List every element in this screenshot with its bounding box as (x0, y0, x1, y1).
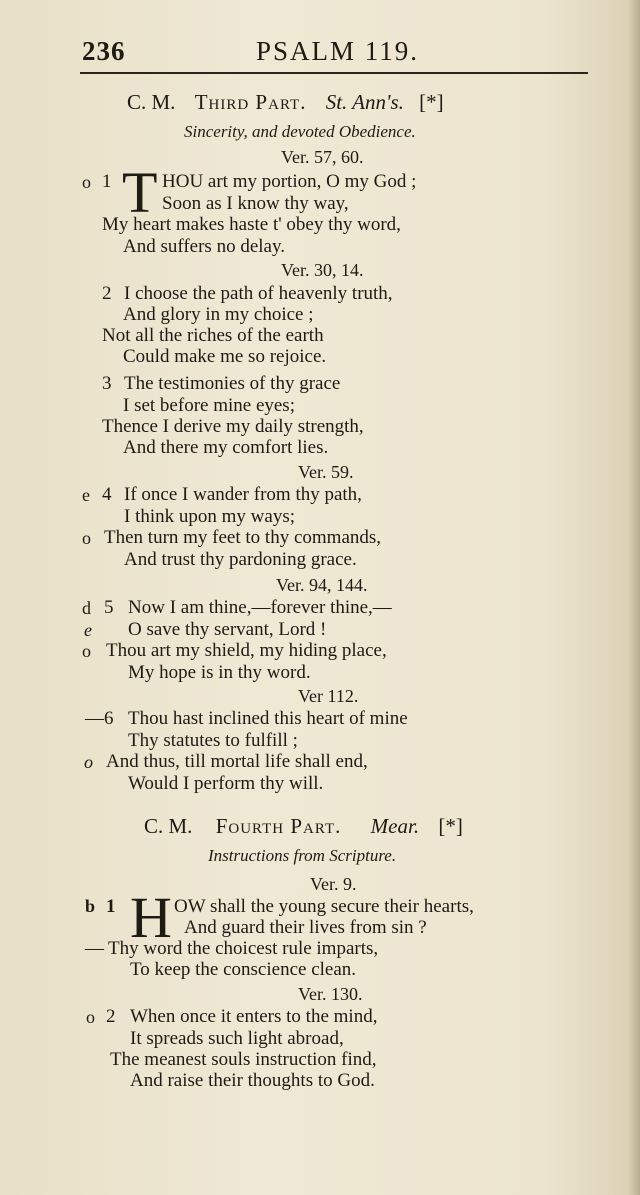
hymn-line: And guard their lives from sin ? (184, 917, 427, 938)
hymn-line: Soon as I know thy way, (162, 193, 349, 214)
verse-ref: Ver. 94, 144. (276, 575, 368, 595)
hymn-line: HOU art my portion, O my God ; (162, 171, 417, 192)
stanza-number: 2 (106, 1006, 116, 1027)
hymn-line: Thou hast inclined this heart of mine (128, 708, 408, 729)
hymn-line: OW shall the young secure their hearts, (174, 896, 474, 917)
hymn-line: And raise their thoughts to God. (130, 1070, 375, 1091)
dynamic-mark: o (84, 752, 93, 772)
hymn-line: When once it enters to the mind, (130, 1006, 378, 1027)
drop-cap: T (122, 160, 158, 225)
part4-meter: C. M. (144, 814, 193, 838)
hymn-line: And glory in my choice ; (123, 304, 314, 325)
part4-part-title: Fourth Part. (215, 814, 342, 838)
part4-subject: Instructions from Scripture. (208, 846, 397, 865)
part3-meter: C. M. (127, 90, 176, 114)
hymn-line: Could make me so rejoice. (123, 346, 327, 367)
part3-tune: St. Ann's. (325, 90, 404, 114)
hymn-line: And suffers no delay. (123, 236, 285, 257)
hymn-line: Now I am thine,—forever thine,— (128, 597, 392, 618)
dynamic-mark: d (82, 598, 91, 618)
dynamic-mark: o (82, 528, 91, 548)
hymn-line: To keep the conscience clean. (130, 959, 357, 980)
dynamic-mark: b (85, 896, 96, 916)
hymn-line: O save thy servant, Lord ! (128, 619, 327, 640)
hymn-line: And trust thy pardoning grace. (124, 549, 357, 570)
dynamic-mark: o (82, 172, 91, 192)
part3-part-title: Third Part. (194, 90, 307, 114)
part3-subject: Sincerity, and devoted Obedience. (184, 122, 416, 141)
dynamic-mark: o (86, 1007, 95, 1027)
part4-heading (144, 814, 463, 839)
hymn-line: I choose the path of heavenly truth, (124, 283, 393, 304)
page-number: 236 (82, 36, 126, 66)
part4-asterisk: [*] (438, 814, 463, 838)
part4-tune: Mear. (370, 814, 420, 838)
hymn-line: Thou art my shield, my hiding place, (106, 640, 387, 661)
hymn-line: It spreads such light abroad, (130, 1028, 344, 1049)
hymn-line: I think upon my ways; (124, 506, 295, 527)
verse-ref: Ver. 59. (298, 462, 354, 482)
drop-cap: H (130, 885, 172, 950)
hymn-line: Then turn my feet to thy commands, (104, 527, 382, 548)
hymn-line: My heart makes haste t' obey thy word, (102, 214, 401, 235)
stanza-number: 1 (106, 896, 116, 917)
hymn-line: And there my comfort lies. (123, 437, 329, 458)
hymn-line: Would I perform thy will. (128, 773, 324, 794)
hymn-line: If once I wander from thy path, (124, 484, 362, 505)
stanza-number: 3 (102, 373, 112, 394)
hymn-line: Thy word the choicest rule imparts, (108, 938, 379, 959)
hymn-line: Thence I derive my daily strength, (102, 416, 364, 437)
verse-ref: Ver. 30, 14. (281, 260, 364, 280)
stanza-number: 4 (102, 484, 112, 505)
page-edge-shadow (628, 0, 640, 1195)
dynamic-mark: — (85, 938, 104, 959)
hymn-line: I set before mine eyes; (123, 395, 295, 416)
stanza-number: 1 (102, 171, 112, 192)
verse-ref: Ver. 130. (298, 984, 363, 1004)
verse-ref: Ver. 9. (310, 874, 357, 894)
stanza-number: 5 (104, 597, 114, 618)
dynamic-mark: e (82, 485, 90, 505)
header-rule (80, 72, 588, 74)
hymn-line: My hope is in thy word. (128, 662, 311, 683)
page-header (0, 30, 640, 72)
hymn-line: The meanest souls instruction find, (110, 1049, 377, 1070)
hymn-line: The testimonies of thy grace (124, 373, 341, 394)
hymn-line: Thy statutes to fulfill ; (128, 730, 298, 751)
part3-asterisk: [*] (419, 90, 444, 114)
hymn-line: And thus, till mortal life shall end, (106, 751, 368, 772)
part3-heading (127, 90, 444, 115)
stanza-number: 2 (102, 283, 112, 304)
stanza-number: —6 (85, 708, 114, 729)
dynamic-mark: e (84, 620, 92, 640)
dynamic-mark: o (82, 641, 91, 661)
verse-ref: Ver 112. (298, 686, 359, 706)
page-title: PSALM 119. (256, 36, 420, 66)
verse-ref: Ver. 57, 60. (281, 147, 364, 167)
hymn-line: Not all the riches of the earth (102, 325, 324, 346)
